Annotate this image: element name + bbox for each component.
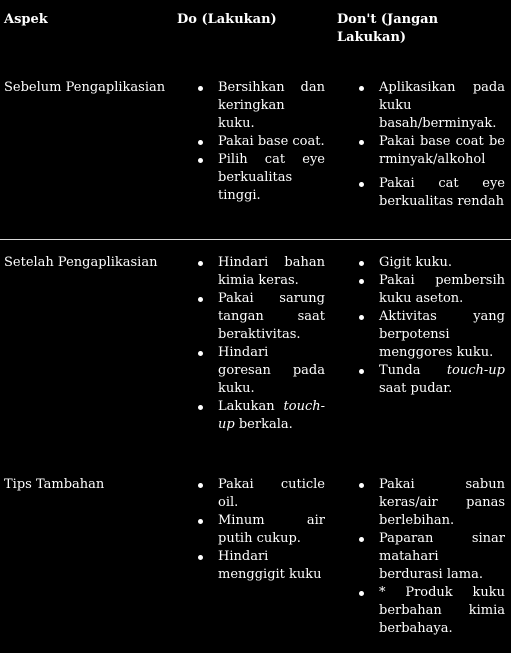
list-item: Pakai cuticle oil. [196,476,325,512]
list-item: Hindari bahan kimia keras. [196,254,325,290]
list-item: Hindari menggigit kuku [196,548,325,584]
row-divider [0,239,511,240]
dont-list [357,476,505,638]
aspect-label: Setelah Pengaplikasian [4,255,158,270]
do-list [196,476,325,584]
bullet-icon [198,555,203,560]
list-item: Bersihkan dan keringkan kuku. [196,79,325,133]
bullet-icon [198,86,203,91]
header-do: Do (Lakukan) [177,12,277,27]
bullet-icon [359,591,364,596]
bullet-icon [198,297,203,302]
list-item: Pilih cat eye berkualitas tinggi. [196,151,325,205]
bullet-icon [359,86,364,91]
bullet-icon [198,483,203,488]
header-aspek: Aspek [4,12,48,27]
list-item: Hindari goresan pada kuku. [196,344,325,398]
list-item: Pakai sabun keras/air panas berlebihan. [357,476,505,530]
list-item: Minum air putih cukup. [196,512,325,548]
bullet-icon [359,279,364,284]
bullet-icon [359,483,364,488]
do-list [196,79,325,205]
dont-list [357,254,505,398]
bullet-icon [198,519,203,524]
dont-list [357,79,505,211]
bullet-icon [198,351,203,356]
do-list [196,254,325,434]
bullet-icon [198,140,203,145]
bullet-icon [359,315,364,320]
list-item: Paparan sinar matahari berdurasi lama. [357,530,505,584]
list-item: Gigit kuku. [357,254,505,272]
header-dont: Don't (Jangan Lakukan) [337,12,439,45]
bullet-icon [359,140,364,145]
bullet-icon [359,261,364,266]
list-item: Pakai base coat berminyak/alkohol [357,133,505,169]
list-item: Aktivitas yang berpotensi menggores kuku. [357,308,505,362]
table-header [0,11,511,45]
bullet-icon [359,369,364,374]
bullet-icon [198,261,203,266]
bullet-icon [198,158,203,163]
list-item: Pakai sarung tangan saat beraktivitas. [196,290,325,344]
list-item: Pakai base coat. [196,133,325,151]
aspect-label: Tips Tambahan [4,477,105,492]
aspect-label: Sebelum Pengaplikasian [4,80,166,95]
list-item: Lakukan touch-up berkala. [196,398,325,434]
list-item: Pakai cat eye berkualitas rendah [357,175,505,211]
list-item: Tunda touch-up saat pudar. [357,362,505,398]
bullet-icon [198,405,203,410]
list-item: Aplikasikan pada kuku basah/berminyak. [357,79,505,133]
bullet-icon [359,182,364,187]
list-item: Pakai pembersih kuku aseton. [357,272,505,308]
list-item: * Produk kuku berbahan kimia berbahaya. [357,584,505,638]
bullet-icon [359,537,364,542]
